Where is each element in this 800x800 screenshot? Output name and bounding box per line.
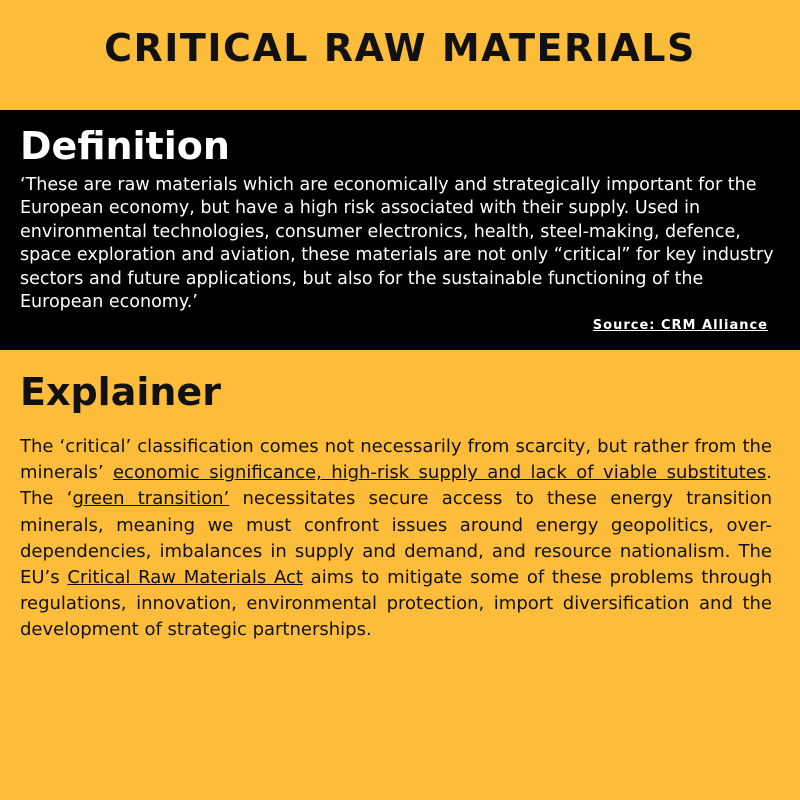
explainer-text-2: . The ‘ (20, 462, 772, 510)
definition-heading: Definition (20, 124, 230, 168)
definition-section (0, 110, 800, 350)
source-link[interactable]: Source: CRM Alliance (592, 318, 768, 333)
green-transition-link[interactable]: green transition’ (72, 488, 230, 510)
explainer-text-1: The ‘critical’ classification comes not necessarily from scarcity, but rather from the minerals’ (20, 436, 772, 484)
definition-quote: ‘These are raw materials which are economically and strategically important for the European economy, but have a high risk associated with their supply. Used in environmental technologies, consumer electronics, health, steel-making, defence, space exploration and aviation, these materials are not only “critical” for key industry sectors and future applications, but also for the sustainable functioning of the European economy.’ (20, 175, 774, 313)
page-title: CRITICAL RAW MATERIALS (104, 26, 696, 70)
explainer-paragraph (20, 434, 772, 644)
economic-significance-link[interactable]: economic significance, high-risk supply and lack of viable substitutes (112, 462, 767, 484)
critical-raw-materials-act-link[interactable]: Critical Raw Materials Act (67, 567, 303, 589)
explainer-text-4: aims to mitigate some of these problems through regulations, innovation, environmental protection, import diversification and the development of strategic partnerships. (20, 567, 772, 641)
explainer-heading: Explainer (20, 370, 221, 414)
explainer-text-3: necessitates secure access to these energy transition minerals, meaning we must confront issues around energy geopolitics, over-dependencies, imbalances in supply and demand, and resource nationalism. The EU’s (20, 488, 773, 589)
